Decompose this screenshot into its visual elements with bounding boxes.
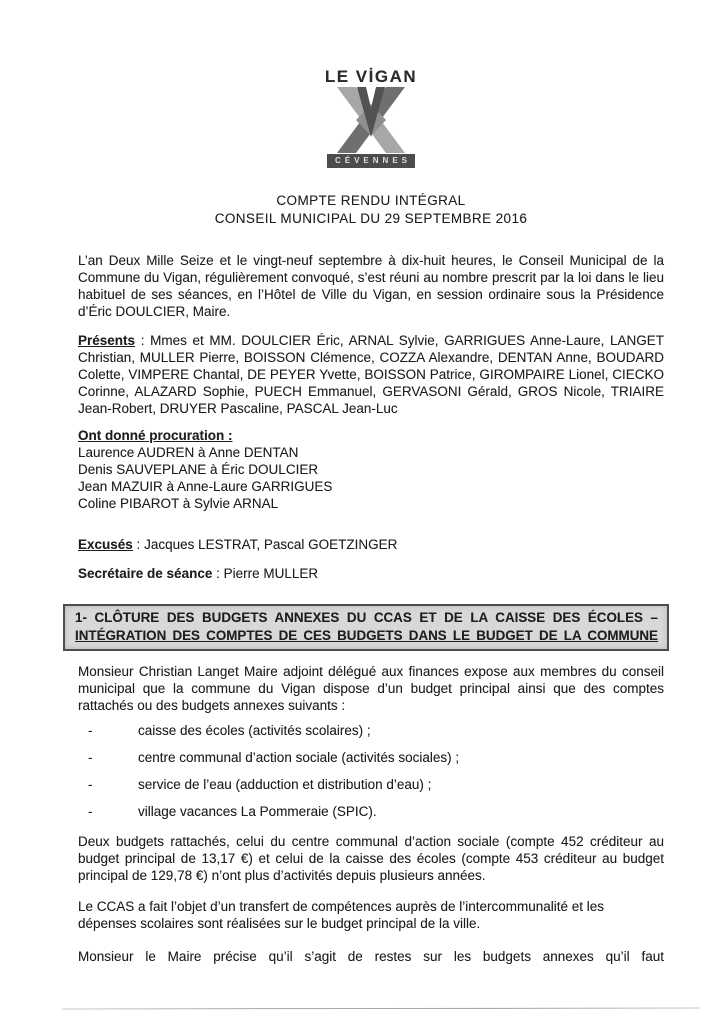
excuses-names: Jacques LESTRAT, Pascal GOETZINGER bbox=[144, 537, 398, 552]
procuration-item: Coline PIBAROT à Sylvie ARNAL bbox=[78, 496, 279, 511]
dash-marker: - bbox=[88, 777, 93, 792]
list-item-text: centre communal d’action sociale (activités sociales) ; bbox=[138, 750, 460, 765]
procuration-item: Laurence AUDREN à Anne DENTAN bbox=[78, 445, 299, 460]
logo-subtitle: CÉVENNES bbox=[327, 154, 415, 168]
expose-paragraph: Monsieur Christian Langet Maire adjoint délégué aux finances expose aux membres du conseil municipal que la commune du Vigan dispose d’un budget principal ainsi que des comptes rattachés ou des budgets annexes suivants : bbox=[78, 664, 664, 713]
ccas-paragraph: Le CCAS a fait l’objet d’un transfert de compétences auprès de l’intercommunalité et les dépenses scolaires sont réalisées sur le budget principal de la ville. bbox=[78, 899, 605, 931]
levigan-logo bbox=[78, 0, 664, 168]
page-title-line2: CONSEIL MUNICIPAL DU 29 SEPTEMBRE 2016 bbox=[214, 211, 528, 226]
secretary-paragraph bbox=[78, 565, 664, 582]
secretary-separator: : bbox=[212, 566, 224, 581]
list-item-text: service de l’eau (adduction et distribution d’eau) ; bbox=[138, 777, 432, 792]
secretary-name: Pierre MULLER bbox=[223, 566, 319, 581]
page-title bbox=[78, 192, 664, 228]
maire-paragraph: Monsieur le Maire précise qu’il s’agit de restes sur les budgets annexes qu’il faut bbox=[78, 949, 664, 964]
page-title-line1: COMPTE RENDU INTÉGRAL bbox=[276, 193, 466, 208]
section-1-heading-line2: INTÉGRATION DES COMPTES DE CES BUDGETS DANS LE BUDGET DE LA COMMUNE bbox=[75, 628, 658, 643]
logo-title: LE VİGAN bbox=[324, 67, 418, 86]
dash-marker: - bbox=[88, 804, 93, 819]
dash-marker: - bbox=[88, 723, 93, 738]
excuses-paragraph bbox=[78, 536, 664, 553]
procurations-heading: Ont donné procuration : bbox=[78, 428, 233, 443]
annex-budgets-list bbox=[78, 722, 664, 820]
page-footer-scan-line bbox=[62, 1008, 700, 1010]
intro-paragraph: L’an Deux Mille Seize et le vingt-neuf septembre à dix-huit heures, le Conseil Municipal de la Commune du Vigan, régulièrement convoqué, s’est réuni au nombre prescrit par la loi dans le lieu habituel de ses séances, en l’Hôtel de Ville du Vigan, en session ordinaire sous la Présidence d’Éric DOULCIER, Maire. bbox=[78, 253, 664, 319]
presents-separator: : bbox=[135, 333, 151, 348]
section-1-heading-line1: 1- CLÔTURE DES BUDGETS ANNEXES DU CCAS ET DE LA CAISSE DES ÉCOLES – bbox=[75, 610, 658, 625]
excuses-label: Excusés bbox=[78, 537, 133, 552]
presents-label: Présents bbox=[78, 333, 136, 348]
secretary-label: Secrétaire de séance bbox=[78, 566, 213, 581]
procuration-item: Jean MAZUIR à Anne-Laure GARRIGUES bbox=[78, 479, 333, 494]
dash-marker: - bbox=[88, 750, 93, 765]
section-1-heading-box bbox=[63, 604, 669, 651]
levigan-monogram-icon bbox=[333, 87, 409, 153]
list-item bbox=[78, 722, 664, 739]
presents-names: Mmes et MM. DOULCIER Éric, ARNAL Sylvie, GARRIGUES Anne-Laure, LANGET Christian, MULLER Pierre, BOISSON Clémence, COZZA Alexandre, DENTAN Anne, BOUDARD Colette, VIMPERE Chantal, DE PEYER Yvette, BOISSON Patrice, GIROMPAIRE Lionel, CIECKO Corinne, ALAZARD Sophie, PUECH Emmanuel, GERVASONI Gérald, GROS Nicole, TRIAIRE Jean-Robert, DRUYER Pascaline, PASCAL Jean-Luc bbox=[78, 333, 664, 416]
procurations-block bbox=[78, 427, 664, 512]
presents-paragraph bbox=[78, 332, 664, 417]
list-item bbox=[78, 749, 664, 766]
budgets-detail-paragraph: Deux budgets rattachés, celui du centre communal d’action sociale (compte 452 créditeur au budget principal de 13,17 €) et celui de la caisse des écoles (compte 453 créditeur au budget principal de 129,78 €) n’ont plus d’activités depuis plusieurs années. bbox=[78, 834, 664, 883]
procuration-item: Denis SAUVEPLANE à Éric DOULCIER bbox=[78, 462, 319, 477]
excuses-separator: : bbox=[132, 537, 145, 552]
list-item bbox=[78, 803, 664, 820]
list-item-text: caisse des écoles (activités scolaires) ; bbox=[138, 723, 371, 738]
list-item-text: village vacances La Pommeraie (SPIC). bbox=[138, 804, 377, 819]
list-item bbox=[78, 776, 664, 793]
